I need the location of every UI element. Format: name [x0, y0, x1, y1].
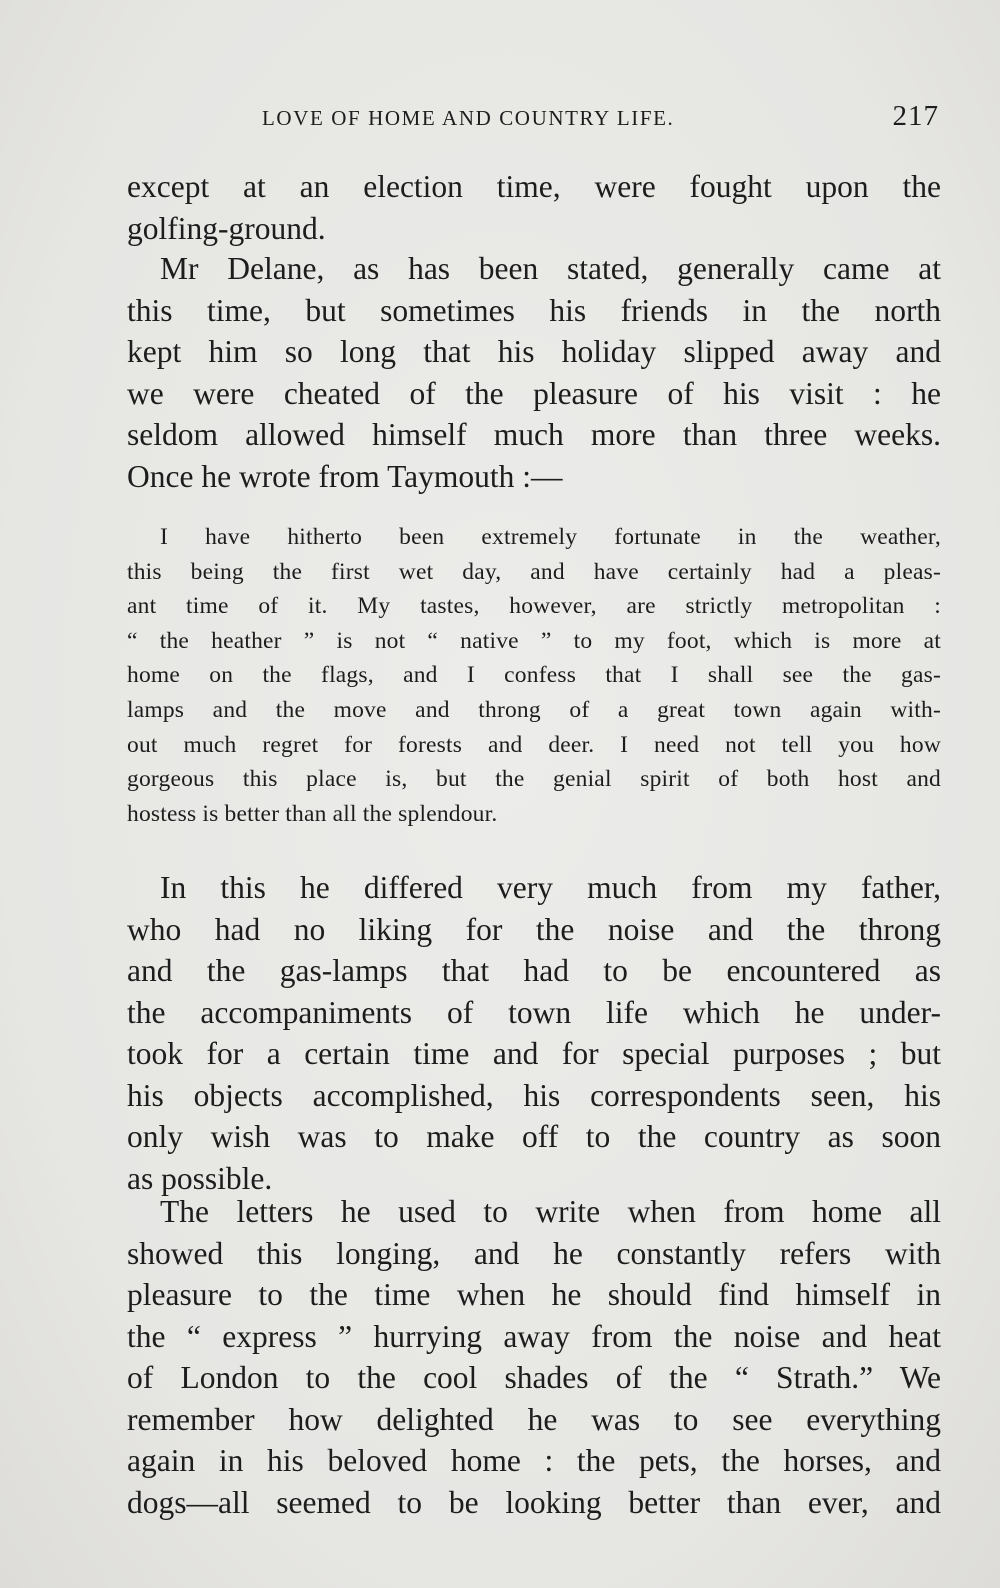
text-line: the accompaniments of town life which he under-	[127, 994, 941, 1030]
running-head: LOVE OF HOME AND COUNTRY LIFE.	[262, 106, 675, 130]
text-line: took for a certain time and for special purposes ; but	[127, 1036, 941, 1071]
text-line: of London to the cool shades of the “ Strath.” We	[127, 1360, 941, 1395]
paragraph-continuation	[127, 166, 941, 249]
paragraph-delane	[127, 248, 941, 497]
text-line: gorgeous this place is, but the genial spirit of both host and	[127, 766, 941, 793]
text-line: again in his beloved home : the pets, the horses, and	[127, 1443, 941, 1478]
text-line: this time, but sometimes his friends in the north	[127, 292, 941, 328]
text-line: showed this longing, and he constantly refers with	[127, 1235, 941, 1271]
paragraph	[127, 867, 941, 1199]
text-line: this being the first wet day, and have certainly had a pleas-	[127, 558, 941, 585]
text-line: and the gas-lamps that had to be encountered as	[127, 953, 941, 988]
text-line: home on the flags, and I confess that I shall see the gas-	[127, 662, 941, 689]
text-line: I have hitherto been extremely fortunate in the weather,	[160, 524, 941, 550]
text-line: The letters he used to write when from home all	[160, 1194, 941, 1229]
text-line: seldom allowed himself much more than three weeks.	[127, 417, 941, 452]
page-header	[127, 100, 941, 140]
text-line: hostess is better than all the splendour.	[127, 800, 498, 827]
text-line: his objects accomplished, his correspondents seen, his	[127, 1077, 941, 1113]
text-line: remember how delighted he was to see everything	[127, 1401, 941, 1437]
text-line: Mr Delane, as has been stated, generally came at	[160, 251, 941, 286]
paragraph-father	[127, 867, 941, 1199]
page-number: 217	[892, 100, 939, 132]
paragraph-letters	[127, 1191, 941, 1523]
text-line: “ the heather ” is not “ native ” to my foot, which is more at	[127, 627, 941, 654]
text-line: only wish was to make off to the country as soon	[127, 1119, 941, 1154]
text-line: ant time of it. My tastes, however, are strictly metropolitan :	[127, 593, 941, 620]
text-line: golfing-ground.	[127, 210, 326, 246]
text-line: the “ express ” hurrying away from the noise and heat	[127, 1318, 941, 1354]
paragraph	[127, 166, 941, 249]
paragraph	[127, 1191, 941, 1523]
text-line: Once he wrote from Taymouth :—	[127, 458, 563, 494]
text-line: kept him so long that his holiday slipped away and	[127, 334, 941, 369]
paragraph	[127, 248, 941, 497]
quoted-letter	[127, 520, 941, 831]
text-line: except at an election time, were fought upon the	[127, 169, 941, 204]
text-line: pleasure to the time when he should find himself in	[127, 1277, 941, 1312]
text-line: lamps and the move and throng of a great town again with-	[127, 696, 941, 723]
text-line: as possible.	[127, 1160, 273, 1196]
text-line: out much regret for forests and deer. I need not tell you how	[127, 731, 941, 758]
text-line: In this he differed very much from my father,	[160, 870, 941, 905]
text-line: we were cheated of the pleasure of his visit : he	[127, 375, 941, 411]
text-line: who had no liking for the noise and the throng	[127, 911, 941, 947]
text-line: dogs—all seemed to be looking better than ever, and	[127, 1484, 941, 1520]
block-quote-letter	[127, 520, 941, 831]
